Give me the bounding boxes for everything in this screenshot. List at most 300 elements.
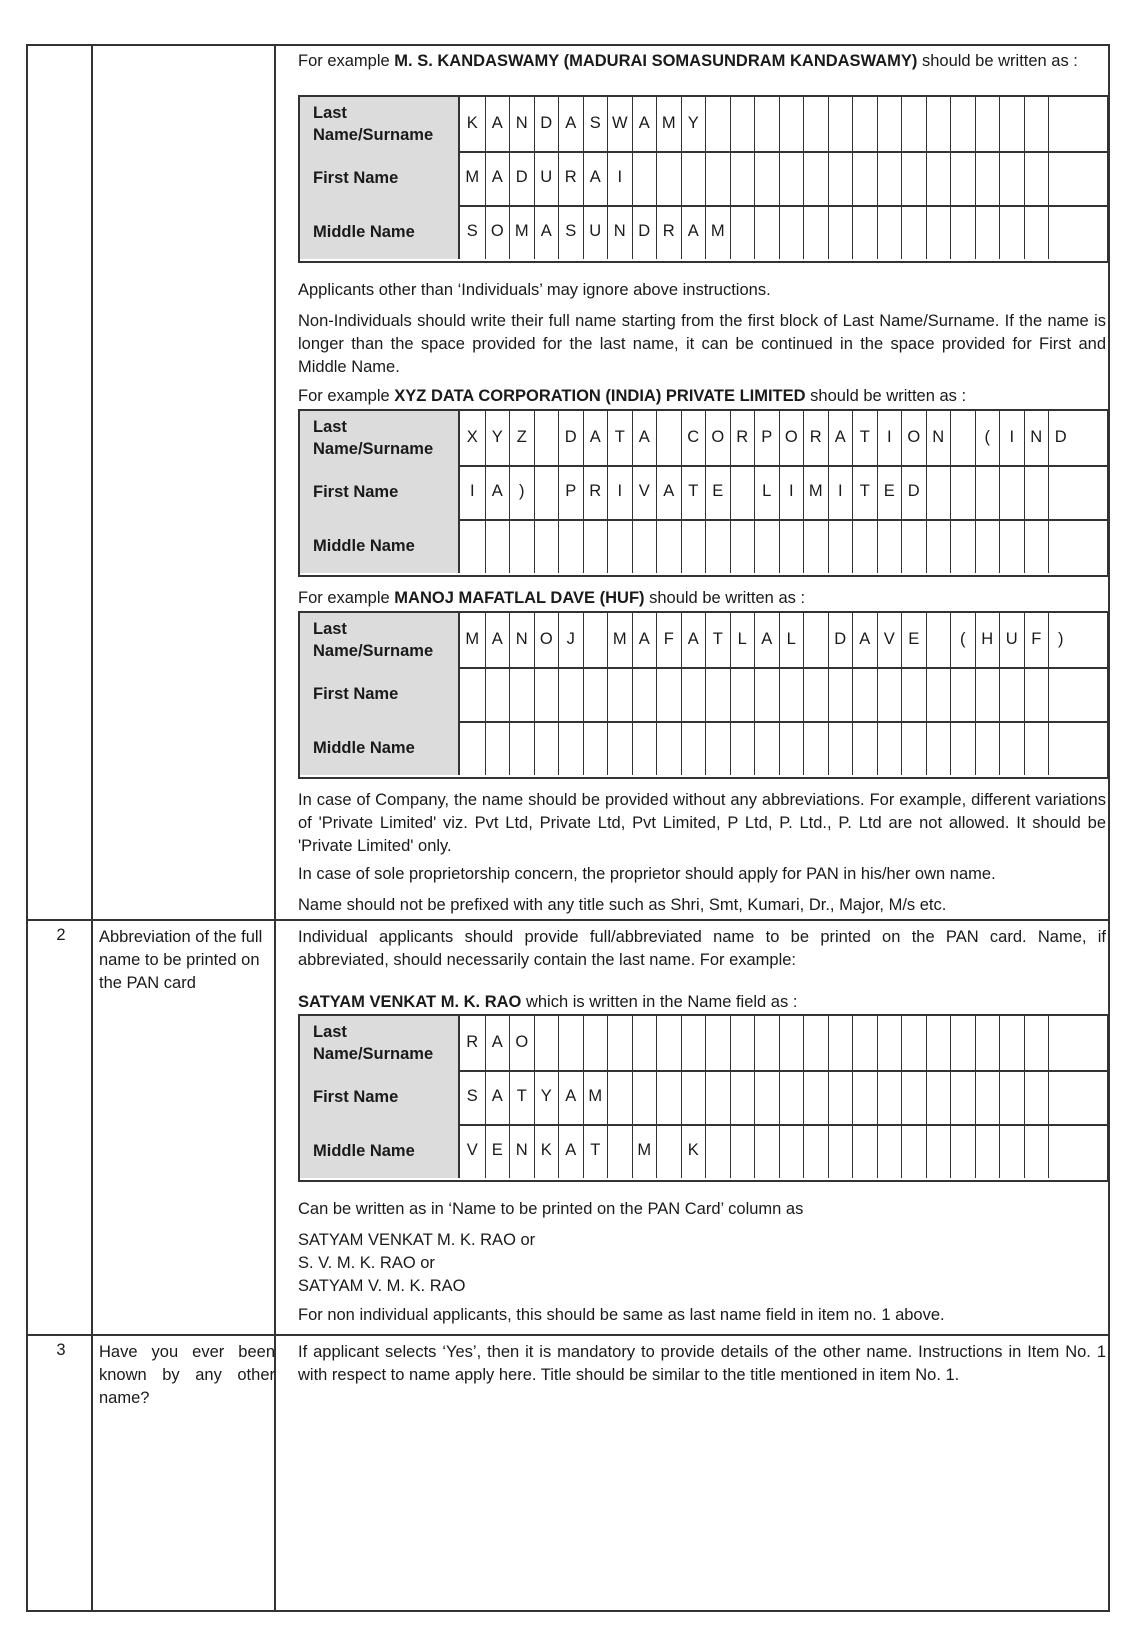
grid-cell: A bbox=[583, 151, 608, 205]
grid-cell bbox=[656, 1124, 681, 1178]
grid-row-label: Middle Name bbox=[300, 721, 460, 775]
grid-cell: N bbox=[926, 411, 951, 465]
grid-cell bbox=[460, 667, 485, 721]
grid-cell: A bbox=[681, 205, 706, 259]
name-grid-2 bbox=[298, 409, 1109, 577]
grid-cell bbox=[828, 721, 853, 775]
grid-cell bbox=[1024, 1016, 1049, 1070]
grid-cell bbox=[828, 151, 853, 205]
grid-cell bbox=[705, 1124, 730, 1178]
grid-cell bbox=[803, 151, 828, 205]
grid-cell bbox=[950, 465, 975, 519]
grid-cell bbox=[583, 519, 608, 573]
grid-cell bbox=[1024, 667, 1049, 721]
grid-cell: V bbox=[466, 1141, 478, 1159]
grid-cell bbox=[803, 1124, 828, 1178]
row-divider bbox=[28, 1334, 1108, 1336]
grid-cell bbox=[1024, 519, 1049, 573]
grid-cell bbox=[901, 1016, 926, 1070]
grid-cell bbox=[901, 97, 926, 151]
grid-cell bbox=[632, 519, 657, 573]
grid-cell: C bbox=[681, 411, 706, 465]
grid-cell bbox=[1024, 151, 1049, 205]
grid-cell bbox=[926, 721, 951, 775]
grid-cell: A bbox=[558, 1124, 583, 1178]
grid-cell bbox=[803, 519, 828, 573]
grid-cell: A bbox=[534, 205, 559, 259]
grid-row bbox=[300, 1070, 1107, 1126]
para-other-name: If applicant selects ‘Yes’, then it is mandatory to provide details of the other name. Instructions in Item No. 1 with respect to name apply here. Title should be similar to the title mentioned in item No. 1. bbox=[298, 1343, 1106, 1384]
grid-cell: E bbox=[877, 465, 902, 519]
grid-cell bbox=[583, 667, 608, 721]
grid-row-label: Last Name/Surname bbox=[300, 97, 460, 151]
grid-cell bbox=[632, 1016, 657, 1070]
grid-cell bbox=[901, 667, 926, 721]
grid-cell bbox=[926, 1124, 951, 1178]
grid-cell bbox=[509, 667, 534, 721]
grid-cell bbox=[754, 519, 779, 573]
grid-cell: T bbox=[852, 465, 877, 519]
grid-cell: N bbox=[509, 1124, 534, 1178]
grid-cell bbox=[607, 519, 632, 573]
grid-cell bbox=[1024, 721, 1049, 775]
grid-cell bbox=[975, 1070, 1000, 1124]
grid-cell: E bbox=[485, 1124, 510, 1178]
grid-cell bbox=[779, 1124, 804, 1178]
grid-cell bbox=[1048, 97, 1073, 151]
grid-cell bbox=[950, 519, 975, 573]
grid-cell bbox=[730, 1070, 755, 1124]
grid-row-label: Last Name/Surname bbox=[300, 1016, 460, 1070]
grid-cell bbox=[828, 519, 853, 573]
grid-cell bbox=[681, 1016, 706, 1070]
grid-cell: F bbox=[1024, 613, 1049, 667]
grid-cell bbox=[607, 1124, 632, 1178]
grid-row bbox=[300, 97, 1107, 153]
grid-cell bbox=[656, 1070, 681, 1124]
grid-cell bbox=[926, 613, 951, 667]
para-non-individual-abbrev: For non individual applicants, this should be same as last name field in item no. 1 above. bbox=[298, 1306, 945, 1324]
grid-cell bbox=[877, 1016, 902, 1070]
grid-cell bbox=[852, 1070, 877, 1124]
grid-cell bbox=[656, 519, 681, 573]
grid-cell bbox=[656, 721, 681, 775]
grid-cell: A bbox=[681, 613, 706, 667]
grid-cell bbox=[828, 1124, 853, 1178]
grid-cell bbox=[583, 721, 608, 775]
grid-cell bbox=[705, 667, 730, 721]
example-satyam-text: SATYAM VENKAT M. K. RAO which is written in the Name field as : bbox=[298, 993, 798, 1011]
para-ignore: Applicants other than ‘Individuals’ may ignore above instructions. bbox=[298, 281, 771, 299]
grid-cell: T bbox=[509, 1070, 534, 1124]
grid-cell: R bbox=[730, 411, 755, 465]
grid-cell bbox=[999, 97, 1024, 151]
grid-row-label: First Name bbox=[300, 151, 460, 205]
grid-cell: A bbox=[632, 97, 657, 151]
grid-cell bbox=[681, 1070, 706, 1124]
abbrev-options bbox=[298, 1229, 1106, 1298]
grid-cell bbox=[632, 151, 657, 205]
grid-cell bbox=[877, 667, 902, 721]
column-divider bbox=[91, 46, 93, 1610]
grid-row bbox=[300, 721, 1107, 775]
grid-row-label: First Name bbox=[300, 667, 460, 721]
grid-cell bbox=[534, 721, 559, 775]
grid-cell: ( bbox=[950, 613, 975, 667]
grid-cell bbox=[852, 519, 877, 573]
grid-cell bbox=[877, 151, 902, 205]
grid-cell bbox=[877, 205, 902, 259]
grid-cell: U bbox=[999, 613, 1024, 667]
grid-cell bbox=[558, 667, 583, 721]
grid-row bbox=[300, 613, 1107, 669]
grid-cell bbox=[877, 1124, 902, 1178]
grid-cell: A bbox=[558, 1070, 583, 1124]
grid-cell bbox=[852, 667, 877, 721]
grid-cell bbox=[852, 151, 877, 205]
example-2-text: For example XYZ DATA CORPORATION (INDIA) PRIVATE LIMITED should be written as : bbox=[298, 387, 967, 405]
grid-cell bbox=[460, 721, 485, 775]
grid-cell bbox=[1024, 465, 1049, 519]
grid-row bbox=[300, 1124, 1107, 1178]
grid-cell: A bbox=[485, 465, 510, 519]
grid-cell bbox=[901, 1124, 926, 1178]
grid-cell bbox=[779, 667, 804, 721]
grid-cell: M bbox=[803, 465, 828, 519]
item-label: Abbreviation of the full name to be printed on the PAN card bbox=[99, 928, 263, 992]
grid-cell bbox=[656, 1016, 681, 1070]
grid-cell bbox=[803, 97, 828, 151]
grid-cell: O bbox=[901, 411, 926, 465]
grid-cell: F bbox=[656, 613, 681, 667]
grid-cell: A bbox=[558, 97, 583, 151]
grid-cell bbox=[730, 205, 755, 259]
grid-cell: T bbox=[583, 1124, 608, 1178]
item-number: 2 bbox=[56, 926, 66, 944]
name-grid-1 bbox=[298, 95, 1109, 263]
grid-cell: T bbox=[705, 613, 730, 667]
grid-cell bbox=[950, 151, 975, 205]
grid-cell: U bbox=[583, 205, 608, 259]
grid-cell: E bbox=[705, 465, 730, 519]
grid-cell bbox=[1048, 1016, 1073, 1070]
grid-cell bbox=[852, 1124, 877, 1178]
grid-cell bbox=[828, 97, 853, 151]
grid-cell bbox=[852, 1016, 877, 1070]
grid-cell bbox=[877, 519, 902, 573]
grid-cell: I bbox=[607, 151, 632, 205]
grid-cell bbox=[1024, 97, 1049, 151]
grid-cell bbox=[999, 667, 1024, 721]
grid-cell: A bbox=[852, 613, 877, 667]
para-company: In case of Company, the name should be provided without any abbreviations. For example, different variations of 'Private Limited' viz. Pvt Ltd, Private Ltd, Pvt Limited, P Ltd, P. Ltd., P. Ltd are not allowed. It should be 'Private Limited' only. bbox=[298, 791, 1106, 855]
grid-cell bbox=[656, 411, 681, 465]
grid-row bbox=[300, 1016, 1107, 1072]
grid-cell: Y bbox=[534, 1070, 559, 1124]
grid-cell bbox=[926, 519, 951, 573]
grid-cell bbox=[607, 721, 632, 775]
grid-cell bbox=[779, 519, 804, 573]
grid-cell: I bbox=[469, 482, 475, 500]
grid-cell bbox=[534, 411, 559, 465]
grid-cell bbox=[779, 151, 804, 205]
grid-cell: R bbox=[803, 411, 828, 465]
grid-cell: N bbox=[1024, 411, 1049, 465]
grid-cell bbox=[534, 465, 559, 519]
grid-cell: Y bbox=[485, 411, 510, 465]
grid-cell: D bbox=[901, 465, 926, 519]
grid-cell: D bbox=[534, 97, 559, 151]
grid-cell bbox=[681, 519, 706, 573]
grid-cell bbox=[705, 1070, 730, 1124]
grid-cell bbox=[901, 519, 926, 573]
grid-cell: I bbox=[999, 411, 1024, 465]
grid-cell bbox=[558, 519, 583, 573]
grid-cell bbox=[1048, 1124, 1073, 1178]
grid-cell: M bbox=[465, 168, 480, 186]
grid-cell bbox=[779, 1070, 804, 1124]
grid-cell bbox=[926, 465, 951, 519]
para-no-prefix: Name should not be prefixed with any title such as Shri, Smt, Kumari, Dr., Major, M/s etc. bbox=[298, 896, 947, 914]
grid-cell bbox=[1048, 519, 1073, 573]
grid-cell bbox=[681, 151, 706, 205]
grid-cell: L bbox=[779, 613, 804, 667]
grid-cell bbox=[999, 205, 1024, 259]
grid-cell bbox=[779, 97, 804, 151]
grid-cell bbox=[730, 151, 755, 205]
grid-cell: S bbox=[466, 222, 478, 240]
grid-cell bbox=[558, 1016, 583, 1070]
grid-cell bbox=[730, 465, 755, 519]
grid-cell bbox=[803, 721, 828, 775]
grid-cell: D bbox=[632, 205, 657, 259]
grid-row-label: Last Name/Surname bbox=[300, 613, 460, 667]
grid-cell bbox=[1048, 205, 1073, 259]
grid-row bbox=[300, 519, 1107, 573]
grid-cell bbox=[583, 1016, 608, 1070]
grid-cell: A bbox=[632, 613, 657, 667]
grid-cell: A bbox=[583, 411, 608, 465]
grid-cell: R bbox=[656, 205, 681, 259]
grid-cell bbox=[1024, 205, 1049, 259]
grid-cell: ) bbox=[1048, 613, 1073, 667]
grid-cell bbox=[534, 667, 559, 721]
example-1-text: For example M. S. KANDASWAMY (MADURAI SOMASUNDRAM KANDASWAMY) should be written as : bbox=[298, 52, 1078, 70]
grid-cell bbox=[460, 519, 485, 573]
abbrev-option: S. V. M. K. RAO or bbox=[298, 1254, 435, 1272]
grid-cell: T bbox=[681, 465, 706, 519]
grid-cell bbox=[1048, 1070, 1073, 1124]
grid-row bbox=[300, 151, 1107, 207]
grid-cell bbox=[1024, 1070, 1049, 1124]
grid-cell: O bbox=[779, 411, 804, 465]
grid-cell bbox=[975, 667, 1000, 721]
grid-cell bbox=[607, 1070, 632, 1124]
grid-cell: I bbox=[779, 465, 804, 519]
grid-cell: D bbox=[509, 151, 534, 205]
grid-cell bbox=[1024, 1124, 1049, 1178]
grid-cell bbox=[975, 1016, 1000, 1070]
grid-cell bbox=[926, 151, 951, 205]
grid-cell: T bbox=[607, 411, 632, 465]
grid-cell bbox=[999, 1124, 1024, 1178]
grid-cell bbox=[705, 151, 730, 205]
grid-row-label: Middle Name bbox=[300, 519, 460, 573]
grid-cell: I bbox=[828, 465, 853, 519]
grid-cell bbox=[754, 205, 779, 259]
grid-cell bbox=[730, 1016, 755, 1070]
grid-cell bbox=[779, 1016, 804, 1070]
grid-cell bbox=[632, 1070, 657, 1124]
grid-cell: A bbox=[485, 151, 510, 205]
grid-cell bbox=[999, 465, 1024, 519]
grid-cell bbox=[656, 667, 681, 721]
grid-cell bbox=[828, 1016, 853, 1070]
grid-cell bbox=[926, 97, 951, 151]
grid-cell: O bbox=[534, 613, 559, 667]
grid-cell bbox=[901, 205, 926, 259]
grid-cell: A bbox=[485, 1016, 510, 1070]
grid-cell bbox=[828, 205, 853, 259]
grid-cell: O bbox=[485, 205, 510, 259]
grid-row bbox=[300, 667, 1107, 723]
grid-row bbox=[300, 465, 1107, 521]
grid-cell: R bbox=[466, 1033, 479, 1051]
grid-cell: M bbox=[607, 613, 632, 667]
grid-cell: U bbox=[534, 151, 559, 205]
grid-cell bbox=[803, 205, 828, 259]
grid-cell bbox=[950, 1124, 975, 1178]
grid-cell bbox=[485, 519, 510, 573]
grid-cell bbox=[607, 1016, 632, 1070]
grid-cell bbox=[926, 667, 951, 721]
grid-cell bbox=[999, 1070, 1024, 1124]
grid-row bbox=[300, 411, 1107, 467]
grid-cell bbox=[632, 721, 657, 775]
grid-cell: O bbox=[509, 1016, 534, 1070]
grid-cell: Y bbox=[681, 97, 706, 151]
grid-cell bbox=[926, 1016, 951, 1070]
grid-cell bbox=[705, 519, 730, 573]
grid-cell: N bbox=[509, 97, 534, 151]
grid-cell bbox=[754, 97, 779, 151]
item-label: Have you ever been known by any other name? bbox=[99, 1343, 275, 1407]
grid-cell: M bbox=[509, 205, 534, 259]
grid-cell: D bbox=[828, 613, 853, 667]
grid-cell bbox=[681, 667, 706, 721]
grid-cell: M bbox=[465, 630, 480, 648]
grid-cell: ( bbox=[975, 411, 1000, 465]
grid-cell bbox=[1048, 465, 1073, 519]
grid-cell bbox=[950, 1016, 975, 1070]
grid-cell: A bbox=[656, 465, 681, 519]
grid-cell: N bbox=[509, 613, 534, 667]
grid-row-label: Middle Name bbox=[300, 1124, 460, 1178]
grid-cell: I bbox=[607, 465, 632, 519]
grid-cell bbox=[950, 97, 975, 151]
grid-cell: V bbox=[632, 465, 657, 519]
grid-cell bbox=[950, 411, 975, 465]
grid-cell bbox=[754, 667, 779, 721]
grid-cell bbox=[1048, 151, 1073, 205]
grid-cell bbox=[852, 721, 877, 775]
grid-cell bbox=[975, 1124, 1000, 1178]
grid-cell bbox=[999, 721, 1024, 775]
grid-cell bbox=[803, 1070, 828, 1124]
grid-cell bbox=[901, 1070, 926, 1124]
grid-cell bbox=[534, 1016, 559, 1070]
grid-cell: E bbox=[901, 613, 926, 667]
grid-row-label: Last Name/Surname bbox=[300, 411, 460, 465]
grid-cell bbox=[803, 1016, 828, 1070]
para-sole-proprietor: In case of sole proprietorship concern, the proprietor should apply for PAN in his/her own name. bbox=[298, 865, 996, 883]
grid-cell: S bbox=[583, 97, 608, 151]
grid-cell bbox=[730, 721, 755, 775]
grid-cell: ) bbox=[509, 465, 534, 519]
grid-cell bbox=[730, 97, 755, 151]
grid-cell bbox=[632, 667, 657, 721]
grid-cell bbox=[828, 1070, 853, 1124]
grid-cell bbox=[901, 721, 926, 775]
grid-cell bbox=[1048, 721, 1073, 775]
grid-cell: D bbox=[558, 411, 583, 465]
abbrev-option: SATYAM V. M. K. RAO bbox=[298, 1277, 466, 1295]
grid-cell bbox=[705, 97, 730, 151]
para-non-individuals: Non-Individuals should write their full name starting from the first block of Last Name/Surname. If the name is longer than the space provided for the last name, it can be continued in the space provided for First and Middle Name. bbox=[298, 312, 1106, 376]
grid-cell bbox=[656, 151, 681, 205]
grid-cell bbox=[509, 721, 534, 775]
name-grid-3 bbox=[298, 611, 1109, 779]
grid-cell bbox=[852, 205, 877, 259]
grid-cell: L bbox=[754, 465, 779, 519]
grid-cell: K bbox=[534, 1124, 559, 1178]
grid-cell bbox=[999, 1016, 1024, 1070]
grid-cell: W bbox=[607, 97, 632, 151]
grid-cell: A bbox=[828, 411, 853, 465]
para-can-be-written: Can be written as in ‘Name to be printed on the PAN Card’ column as bbox=[298, 1200, 804, 1218]
grid-cell bbox=[607, 667, 632, 721]
grid-cell bbox=[803, 613, 828, 667]
grid-cell: A bbox=[485, 97, 510, 151]
grid-cell bbox=[558, 721, 583, 775]
grid-cell bbox=[877, 97, 902, 151]
grid-cell: J bbox=[558, 613, 583, 667]
grid-cell: O bbox=[705, 411, 730, 465]
grid-cell: Z bbox=[509, 411, 534, 465]
grid-cell: A bbox=[632, 411, 657, 465]
grid-cell: K bbox=[466, 114, 478, 132]
grid-cell: K bbox=[681, 1124, 706, 1178]
grid-row-label: First Name bbox=[300, 1070, 460, 1124]
grid-cell bbox=[950, 721, 975, 775]
name-grid-satyam bbox=[298, 1014, 1109, 1182]
grid-cell bbox=[583, 613, 608, 667]
grid-cell: M bbox=[632, 1124, 657, 1178]
grid-cell: V bbox=[877, 613, 902, 667]
instruction-table bbox=[26, 44, 1110, 1612]
grid-cell bbox=[975, 465, 1000, 519]
grid-cell bbox=[828, 667, 853, 721]
grid-cell bbox=[705, 721, 730, 775]
grid-cell bbox=[730, 519, 755, 573]
grid-cell bbox=[975, 205, 1000, 259]
grid-cell bbox=[754, 151, 779, 205]
grid-cell bbox=[754, 1016, 779, 1070]
grid-cell: S bbox=[558, 205, 583, 259]
grid-cell bbox=[877, 1070, 902, 1124]
grid-row bbox=[300, 205, 1107, 259]
grid-cell bbox=[852, 97, 877, 151]
